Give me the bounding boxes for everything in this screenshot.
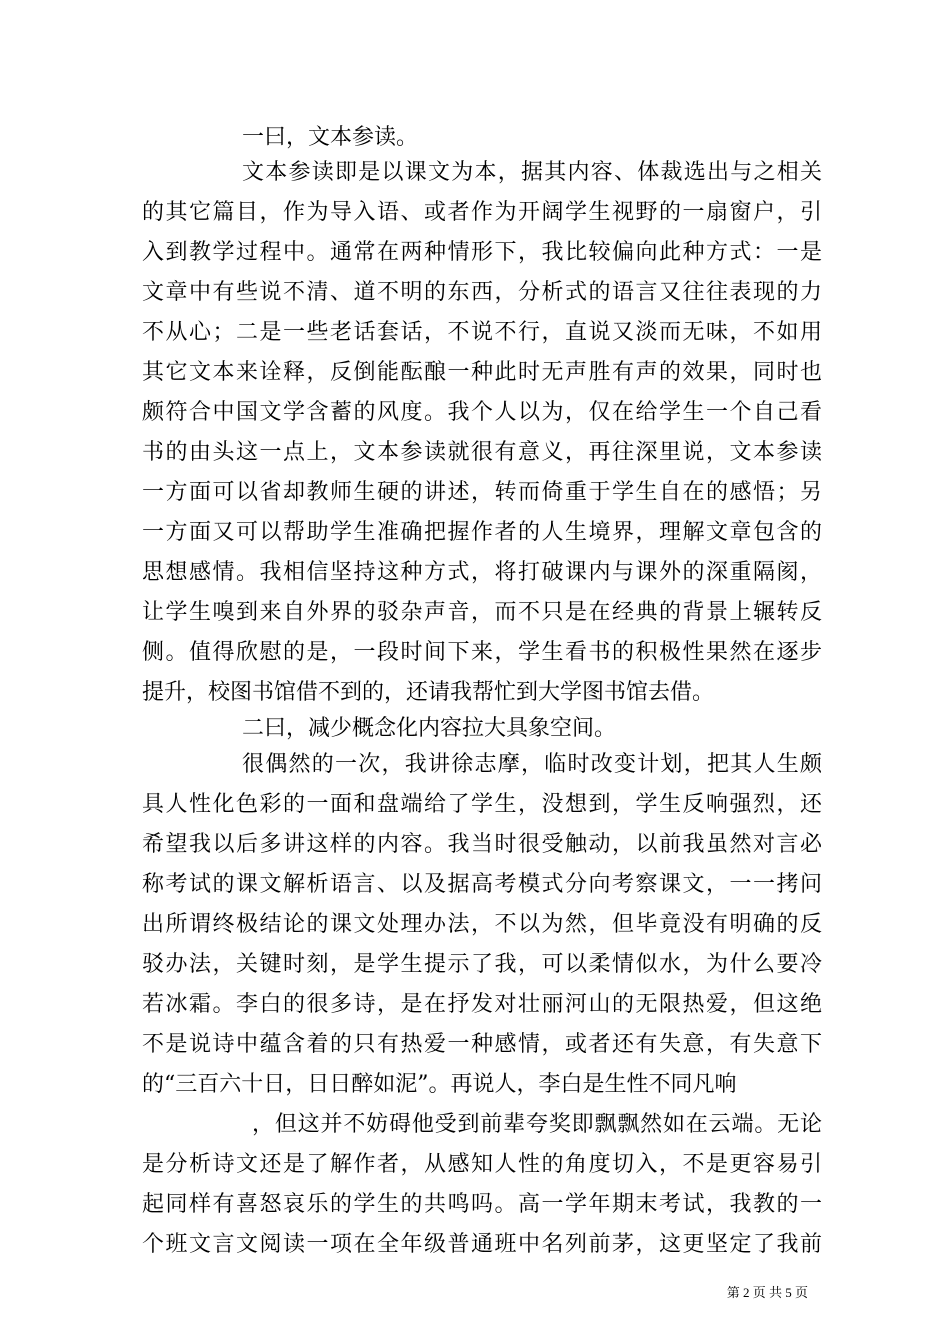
paragraph-line: 文本参读即是以课文为本，据其内容、体裁选出与之相关 bbox=[242, 160, 822, 185]
paragraph-line: 让学生嗅到来自外界的驳杂声音，而不只是在经典的背景上辗转反 bbox=[142, 600, 822, 625]
page-number: 第 2 页 共 5 页 bbox=[726, 1285, 808, 1300]
paragraph-line: 文章中有些说不清、道不明的东西，分析式的语言又往往表现的力 bbox=[142, 280, 822, 305]
paragraph-line: 不是说诗中蕴含着的只有热爱一种感情，或者还有失意，有失意下 bbox=[142, 1032, 822, 1057]
paragraph-line: 具人性化色彩的一面和盘端给了学生，没想到，学生反响强烈，还 bbox=[142, 792, 822, 817]
paragraph-line: 的“三百六十日，日日醉如泥”。再说人，李白是生性不同凡响 bbox=[142, 1072, 737, 1097]
paragraph-line: 入到教学过程中。通常在两种情形下，我比较偏向此种方式：一是 bbox=[142, 240, 822, 265]
paragraph-line: 其它文本来诠释，反倒能酝酿一种此时无声胜有声的效果，同时也 bbox=[142, 360, 822, 385]
paragraph-line: 是分析诗文还是了解作者，从感知人性的角度切入，不是更容易引 bbox=[142, 1152, 822, 1177]
paragraph-line: 一方面可以省却教师生硬的讲述，转而倚重于学生自在的感悟；另 bbox=[142, 480, 822, 505]
paragraph-line: 书的由头这一点上，文本参读就很有意义，再往深里说，文本参读 bbox=[142, 440, 822, 465]
paragraph-line: 侧。值得欣慰的是，一段时间下来，学生看书的积极性果然在逐步 bbox=[142, 640, 822, 665]
paragraph-line: 思想感情。我相信坚持这种方式，将打破课内与课外的深重隔阂， bbox=[142, 560, 822, 585]
paragraph-line: 希望我以后多讲这样的内容。我当时很受触动，以前我虽然对言必 bbox=[142, 832, 822, 857]
paragraph-line: 若冰霜。李白的很多诗，是在抒发对壮丽河山的无限热爱，但这绝 bbox=[142, 992, 822, 1017]
paragraph-line: ，但这并不妨碍他受到前辈夸奖即飘飘然如在云端。无论 bbox=[252, 1112, 822, 1137]
section-heading-2: 二曰，减少概念化内容拉大具象空间。 bbox=[242, 716, 617, 741]
paragraph-line: 起同样有喜怒哀乐的学生的共鸣吗。高一学年期末考试，我教的一 bbox=[142, 1192, 822, 1217]
paragraph-line: 一方面又可以帮助学生准确把握作者的人生境界，理解文章包含的 bbox=[142, 520, 822, 545]
paragraph-line: 很偶然的一次，我讲徐志摩，临时改变计划，把其人生颇 bbox=[242, 752, 822, 777]
paragraph-line: 的其它篇目，作为导入语、或者作为开阔学生视野的一扇窗户，引 bbox=[142, 200, 822, 225]
paragraph-line: 出所谓终极结论的课文处理办法，不以为然，但毕竟没有明确的反 bbox=[142, 912, 822, 937]
paragraph-line: 称考试的课文解析语言、以及据高考模式分向考察课文，一一拷问 bbox=[142, 872, 822, 897]
section-heading-1: 一曰，文本参读。 bbox=[242, 125, 419, 150]
paragraph-line: 颇符合中国文学含蓄的风度。我个人以为，仅在给学生一个自己看 bbox=[142, 400, 822, 425]
paragraph-line: 驳办法，关键时刻，是学生提示了我，可以柔情似水，为什么要冷 bbox=[142, 952, 822, 977]
paragraph-line: 提升，校图书馆借不到的，还请我帮忙到大学图书馆去借。 bbox=[142, 680, 715, 705]
paragraph-line: 个班文言文阅读一项在全年级普通班中名列前茅，这更坚定了我前 bbox=[142, 1232, 822, 1257]
paragraph-line: 不从心；二是一些老话套话，不说不行，直说又淡而无味，不如用 bbox=[142, 320, 822, 345]
